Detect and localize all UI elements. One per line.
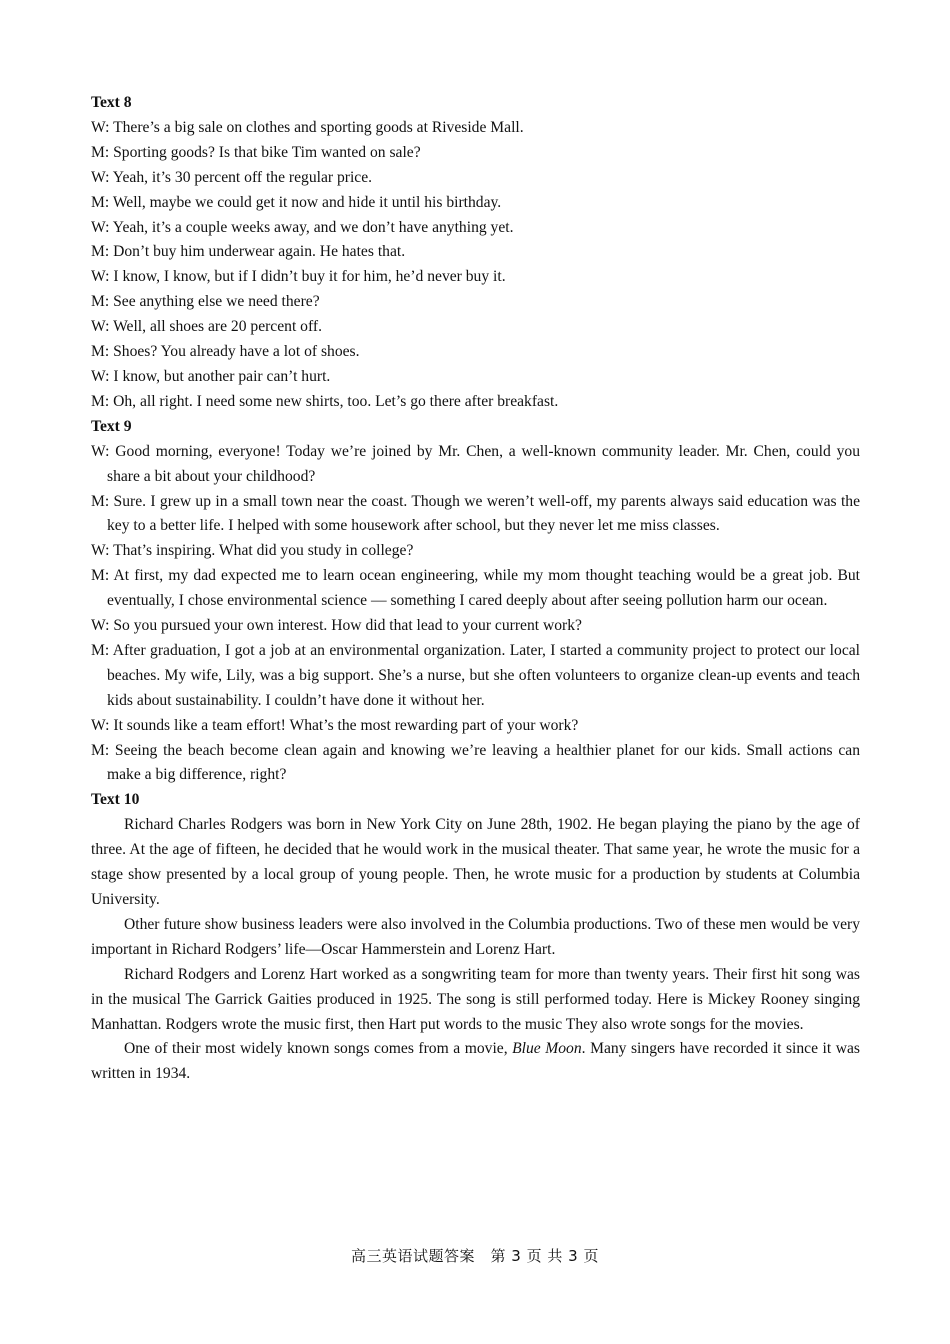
dialogue-line: M: Seeing the beach become clean again and knowing we’re leaving a healthier planet for our kids. Small actions can make a big difference, right?: [91, 741, 860, 784]
passage-paragraph: Richard Charles Rodgers was born in New York City on June 28th, 1902. He began playing the piano by the age of three. At the age of fifteen, he decided that he would work in the musical theater. That same year, he wrote the music for a stage show presented by a local group of young people. Then, he wrote music for a production by students at Columbia University.: [91, 816, 860, 908]
dialogue-line: W: I know, I know, but if I didn’t buy it for him, he’d never buy it.: [91, 268, 506, 286]
paragraph-text: One of their most widely known songs comes from a movie,: [124, 1040, 513, 1058]
dialogue-line: M: Sure. I grew up in a small town near the coast. Though we weren’t well-off, my parents always said education was the key to a better life. I helped with some housework after school, but they never let me miss classes.: [91, 492, 860, 535]
dialogue-line: W: I know, but another pair can’t hurt.: [91, 367, 331, 385]
dialogue-line: W: Good morning, everyone! Today we’re joined by Mr. Chen, a well-known community leader. Mr. Chen, could you share a bit about your childhood?: [91, 442, 860, 485]
dialogue-line: M: After graduation, I got a job at an environmental organization. Later, I started a community project to protect our local beaches. My wife, Lily, was a big support. She’s a nurse, but she often volunteers to organize clean-up events and teach kids about sustainability. I couldn’t have done it without her.: [91, 641, 860, 709]
dialogue-line: W: Well, all shoes are 20 percent off.: [91, 318, 322, 336]
dialogue-line: W: So you pursued your own interest. How did that lead to your current work?: [91, 617, 582, 635]
dialogue-line: M: Sporting goods? Is that bike Tim wanted on sale?: [91, 143, 421, 161]
dialogue-line: W: It sounds like a team effort! What’s the most rewarding part of your work?: [91, 716, 579, 734]
text8-title: Text 8: [91, 94, 132, 111]
document-body: [91, 91, 860, 1087]
dialogue-line: W: That’s inspiring. What did you study in college?: [91, 542, 414, 560]
dialogue-line: W: Yeah, it’s 30 percent off the regular price.: [91, 168, 373, 186]
passage-paragraph: Other future show business leaders were also involved in the Columbia productions. Two of these men would be very important in Richard Rodgers’ life—Oscar Hammerstein and Lorenz Hart.: [91, 915, 860, 958]
dialogue-line: W: There’s a big sale on clothes and sporting goods at Riveside Mall.: [91, 118, 524, 136]
text10-title: Text 10: [91, 791, 140, 809]
dialogue-line: M: Shoes? You already have a lot of shoes.: [91, 343, 360, 361]
passage-paragraph: Richard Rodgers and Lorenz Hart worked as a songwriting team for more than twenty years. Their first hit song was in the musical The Garrick Gaities produced in 1925. The song is still performed today. Here is Mickey Rooney singing Manhattan. Rodgers wrote the music first, then Hart put words to the music They also wrote songs for the movies.: [91, 965, 860, 1033]
movie-title: Blue Moon: [512, 1040, 582, 1058]
text9-title: Text 9: [91, 417, 132, 435]
dialogue-line: M: See anything else we need there?: [91, 293, 320, 311]
dialogue-line: M: Well, maybe we could get it now and hide it until his birthday.: [91, 193, 502, 211]
dialogue-line: M: Don’t buy him underwear again. He hates that.: [91, 243, 406, 261]
page-footer: 高三英语试题答案 第 3 页 共 3 页: [351, 1247, 599, 1265]
passage-paragraph-last: [91, 1037, 860, 1087]
dialogue-line: M: Oh, all right. I need some new shirts, too. Let’s go there after breakfast.: [91, 392, 559, 410]
dialogue-line: M: At first, my dad expected me to learn ocean engineering, while my mom thought teaching would be a great job. But eventually, I chose environmental science — something I cared deeply about after seeing pollution harm our ocean.: [91, 567, 860, 610]
dialogue-line: W: Yeah, it’s a couple weeks away, and we don’t have anything yet.: [91, 218, 514, 236]
paragraph-text: . Many singers have recorded it since it was written in 1934.: [91, 1040, 860, 1083]
